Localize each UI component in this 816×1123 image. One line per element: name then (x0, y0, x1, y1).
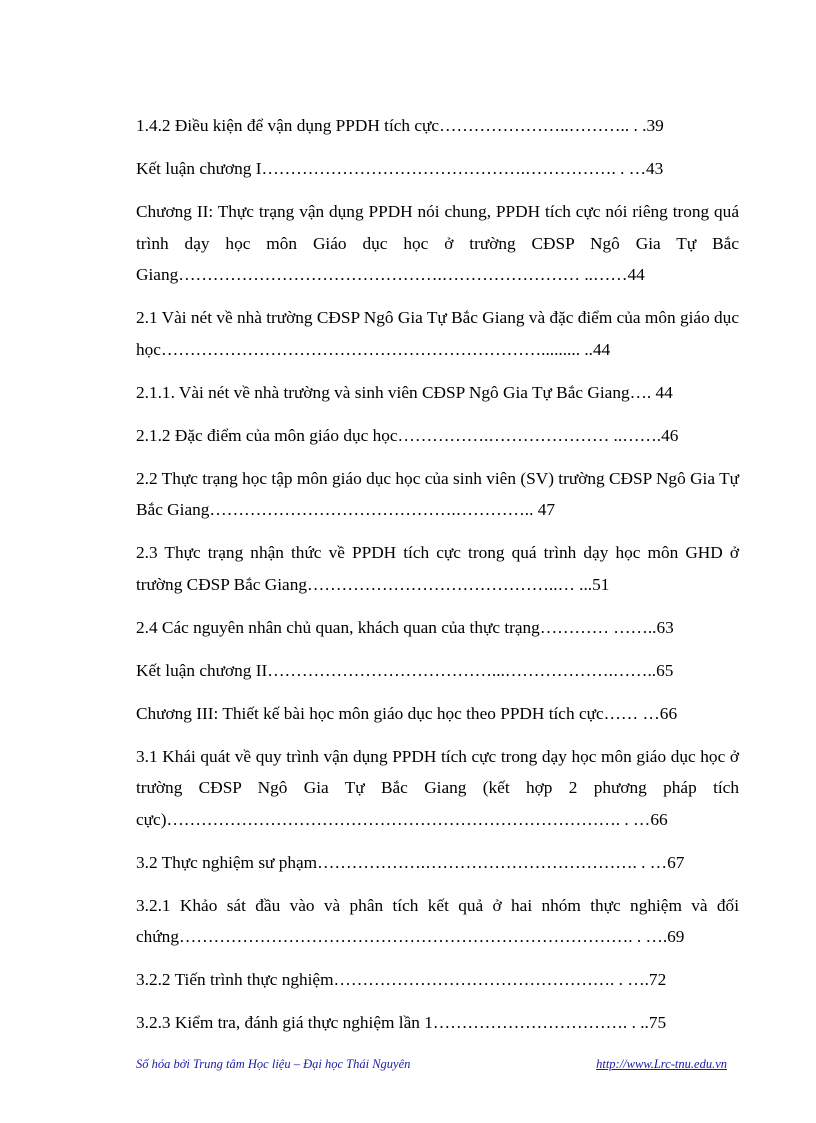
footer-website-link[interactable]: http://www.Lrc-tnu.edu.vn (596, 1057, 727, 1071)
table-of-contents (136, 110, 739, 1050)
toc-entry-3-2: 3.2 Thực nghiệm sư phạm……………….………………………………. . …67 (136, 852, 685, 872)
toc-entry-chuong-3: Chương III: Thiết kế bài học môn giáo dục học theo PPDH tích cực…… …66 (136, 703, 678, 723)
toc-entry-2-1: 2.1 Vài nét về nhà trường CĐSP Ngô Gia Tự Bắc Giang và đặc điểm của môn giáo dục học…………………………………………………………......... ..44 (136, 308, 739, 359)
toc-entry-2-2: 2.2 Thực trạng học tập môn giáo dục học của sinh viên (SV) trường CĐSP Ngô Gia Tự Bắc Giang…………………………………….………….. 47 (136, 468, 739, 519)
toc-entry-3-1: 3.1 Khái quát về quy trình vận dụng PPDH tích cực trong dạy học môn giáo dục học ở trường CĐSP Ngô Gia Tự Bắc Giang (kết hợp 2 phương pháp tích cực)……………………………………………………………………. . …66 (136, 746, 739, 829)
toc-entry-chuong-2: Chương II: Thực trạng vận dụng PPDH nói chung, PPDH tích cực nói riêng trong quá trình dạy học môn Giáo dục học ở trường CĐSP Ngô Gia Tự Bắc Giang……………………………………….…………………… ..……44 (136, 202, 739, 284)
toc-entry-2-3: 2.3 Thực trạng nhận thức về PPDH tích cực trong quá trình dạy học môn GHD ở trường CĐSP Bắc Giang……………………………………..… ...51 (136, 543, 739, 594)
toc-entry-1-4-2: 1.4.2 Điều kiện để vận dụng PPDH tích cực…………………..……….. . .39 (136, 116, 664, 135)
toc-entry-ket-luan-chuong-2: Kết luận chương II…………………………………...……………….……..65 (136, 660, 674, 680)
toc-entry-3-2-2: 3.2.2 Tiến trình thực nghiệm…………………………………………. . ….72 (136, 970, 667, 989)
toc-entry-ket-luan-chuong-1: Kết luận chương I……………………………………….……………. . …43 (136, 159, 664, 178)
toc-entry-3-2-1: 3.2.1 Khảo sát đầu vào và phân tích kết quả ở hai nhóm thực nghiệm và đối chứng……………………………………………………………………. . ….69 (136, 895, 739, 946)
toc-entry-2-4: 2.4 Các nguyên nhân chủ quan, khách quan của thực trạng………… ……..63 (136, 617, 674, 637)
toc-entry-2-1-2: 2.1.2 Đặc điểm của môn giáo dục học…………….………………… ..…….46 (136, 425, 679, 445)
toc-entry-2-1-1: 2.1.1. Vài nét về nhà trường và sinh viên CĐSP Ngô Gia Tự Bắc Giang…. 44 (136, 382, 673, 402)
footer-source-text: Số hóa bởi Trung tâm Học liệu – Đại học Thái Nguyên (136, 1057, 411, 1071)
toc-entry-3-2-3: 3.2.3 Kiểm tra, đánh giá thực nghiệm lần 1……………………………. . ..75 (136, 1013, 667, 1032)
